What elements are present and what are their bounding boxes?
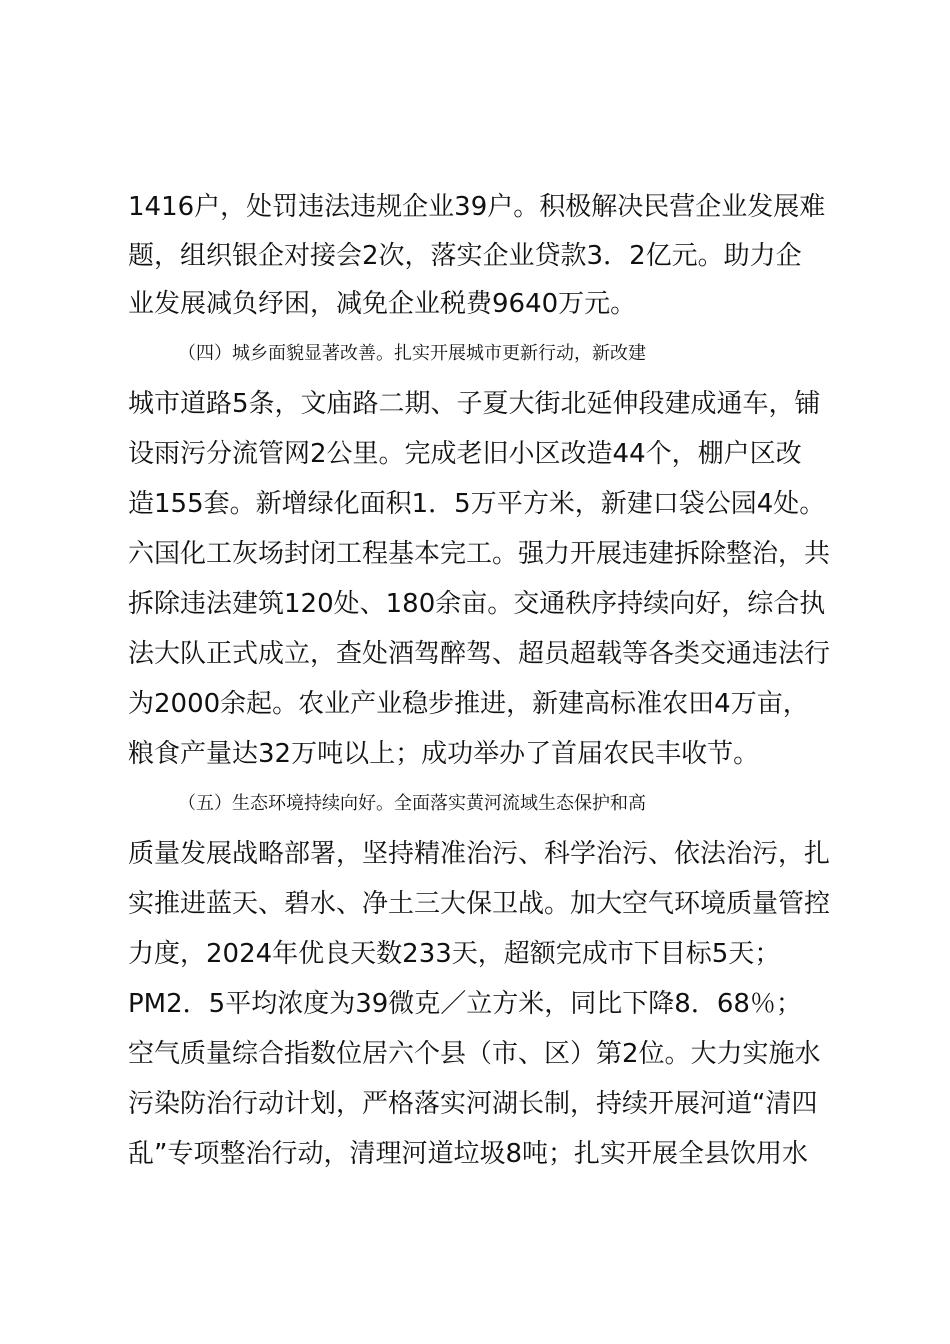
paragraph-3-line-7: 污染防治行动计划，严格落实河湖长制，持续开展河道“清四 [128,1089,818,1119]
paragraph-2-line-2: 城市道路5条，文庙路二期、子夏大街北延伸段建成通车，铺 [128,389,821,419]
paragraph-3-line-2: 质量发展战略部署，坚持精准治污、科学治污、依法治污，扎 [128,839,831,869]
paragraph-2-line-9: 粮食产量达32万吨以上；成功举办了首届农民丰收节。 [128,739,760,769]
paragraph-2-line-4: 造155套。新增绿化面积1．5万平方米，新建口袋公园4处。 [128,489,826,519]
paragraph-3-line-6: 空气质量综合指数位居六个县（市、区）第2位。大力实施水 [128,1039,821,1069]
paragraph-3-line-8: 乱”专项整治行动，清理河道垃圾8吨；扎实开展全县饮用水 [128,1139,809,1169]
paragraph-2-line-5: 六国化工灰场封闭工程基本完工。强力开展违建拆除整治，共 [128,539,831,569]
paragraph-1-line-1: 1416户，处罚违法违规企业39户。积极解决民营企业发展难 [128,192,826,222]
paragraph-2-line-3: 设雨污分流管网2公里。完成老旧小区改造44个，棚户区改 [128,439,802,469]
paragraph-1-line-3: 业发展减负纾困，减免企业税费9640万元。 [128,289,637,319]
paragraph-3-line-3: 实推进蓝天、碧水、净土三大保卫战。加大空气环境质量管控 [128,889,831,919]
paragraph-2-line-7: 法大队正式成立，查处酒驾醉驾、超员超载等各类交通违法行 [128,639,831,669]
paragraph-3-line-1: （五）生态环境持续向好。全面落实黄河流域生态保护和高 [178,793,646,814]
paragraph-1-line-2: 题，组织银企对接会2次，落实企业贷款3．2亿元。助力企 [128,241,802,271]
paragraph-3-line-4: 力度，2024年优良天数233天，超额完成市下目标5天； [128,939,781,969]
paragraph-3-line-5: PM2．5平均浓度为39微克／立方米，同比下降8．68％； [128,989,802,1019]
paragraph-2-line-8: 为2000余起。农业产业稳步推进，新建高标准农田4万亩， [128,689,809,719]
paragraph-2-line-6: 拆除违法建筑120处、180余亩。交通秩序持续向好，综合执 [128,589,826,619]
paragraph-2-line-1: （四）城乡面貌显著改善。扎实开展城市更新行动，新改建 [178,343,646,364]
